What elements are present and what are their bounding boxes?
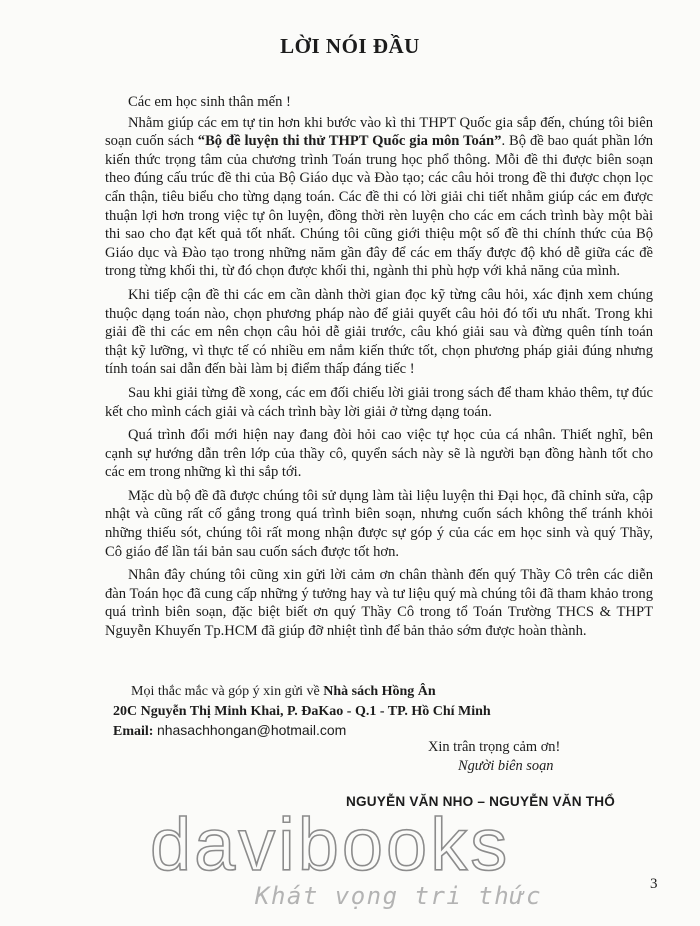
page-title: LỜI NÓI ĐẦU	[280, 34, 420, 58]
author-role: Người biên soạn	[458, 758, 554, 774]
publisher-name: Nhà sách Hồng Ân	[323, 684, 436, 699]
contact-intro: Mọi thắc mắc và góp ý xin gửi về	[131, 684, 324, 699]
preface-body	[105, 93, 653, 646]
email-label: Email:	[113, 724, 154, 739]
contact-block	[113, 682, 653, 742]
paragraph-intro-start: Nhằm giúp các em tự tin hơn khi bước vào kì thi THPT Quốc gia sắp đến, chúng tôi biên soạn cuốn sách	[105, 114, 653, 150]
watermark-brand: davibooks	[150, 803, 511, 886]
author-names: NGUYỄN VĂN NHO – NGUYỄN VĂN THỔ	[346, 794, 616, 809]
email-line	[113, 721, 653, 742]
closing-block	[428, 738, 560, 776]
paragraph-review: Sau khi giải từng đề xong, các em đối chiếu lời giải trong sách để tham khảo thêm, tự đúc kết cho mình cách giải và cách trình bày lời giải ở từng dạng toán.	[105, 384, 653, 420]
email-address: nhasachhongan@hotmail.com	[156, 722, 347, 738]
watermark-slogan: Khát vọng tri thức	[255, 882, 543, 910]
page-number: 3	[650, 876, 658, 892]
publisher-address	[113, 702, 653, 722]
paragraph-intro-rest: . Bộ đề bao quát phần lớn kiến thức trọng tâm của chương trình Toán trung học phổ thông. Mỗi đề thi được biên soạn theo đúng cấu trúc đề thi của Bộ Giáo dục và Đào tạo; các câu hỏi trong đề thi được chọn lọc cẩn thận, tiêu biểu cho từng dạng toán. Các đề thi có lời giải chi tiết nhằm giúp các em được thuận lợi hơn trong việc tự ôn luyện, đồng thời rèn luyện cho các em cách trình bày một bài thi sao cho đạt kết quả tốt nhất. Chúng tôi cũng giới thiệu một số đề thi chính thức của Bộ Giáo dục và Đào tạo trong những năm gần đây để các em thấy được độ khó dễ giữa các đề trong từng khối thi, từ đó chọn được khối thi, ngành thi phù hợp với khả năng của mình.	[105, 133, 653, 280]
address-text: 20C Nguyễn Thị Minh Khai, P. ĐaKao - Q.1 - TP. Hồ Chí Minh	[113, 703, 491, 719]
paragraph-self-study: Quá trình đổi mới hiện nay đang đòi hỏi cao việc tự học của cá nhân. Thiết nghĩ, bên cạnh sự hướng dẫn trên lớp của thầy cô, quyển sách này sẽ là người bạn đồng hành tốt cho các em trong những kì thi sắp tới.	[105, 427, 653, 481]
contact-intro-line	[113, 682, 653, 702]
thanks-line: Xin trân trọng cảm ơn!	[428, 739, 561, 755]
paragraph-thanks: Nhân đây chúng tôi cũng xin gửi lời cảm ơn chân thành đến quý Thầy Cô trên các diễn đàn Toán học đã cung cấp những ý tưởng hay và tư liệu quý mà chúng tôi đã tham khảo trong quá trình biên soạn, đặc biệt biết ơn quý Thầy Cô trong tổ Toán Trường THCS & THPT Nguyễn Khuyến Tp.HCM đã giúp đỡ nhiệt tình để bản thảo sớm được hoàn thành.	[105, 567, 653, 640]
paragraph-approach: Khi tiếp cận đề thi các em cần dành thời gian đọc kỹ từng câu hỏi, xác định xem chúng thuộc dạng toán nào, chọn phương pháp nào để giải quyết câu hỏi đó tối ưu nhất. Trong khi giải đề thi các em nên chọn câu hỏi dễ giải trước, câu khó giải sau và đừng quên tính toán thật kỹ lưỡng, vì thực tế có nhiều em nắm kiến thức tốt, chọn phương pháp giải đúng nhưng tính toán sai dẫn đến bài làm bị điểm thấp đáng tiếc !	[105, 286, 653, 378]
greeting: Các em học sinh thân mến !	[128, 94, 291, 110]
paragraph-feedback: Mặc dù bộ đề đã được chúng tôi sử dụng làm tài liệu luyện thi Đại học, đã chỉnh sửa, cập nhật và cũng rất cố gắng trong quá trình biên soạn, nhưng cuốn sách không thể tránh khỏi những thiếu sót, chúng tôi rất mong nhận được sự góp ý của các em học sinh và quý Thầy, Cô giáo để lần tái bản sau cuốn sách được tốt hơn.	[105, 487, 653, 560]
book-title: “Bộ đề luyện thi thử THPT Quốc gia môn Toán”	[197, 133, 502, 150]
paragraph-intro	[105, 114, 653, 281]
